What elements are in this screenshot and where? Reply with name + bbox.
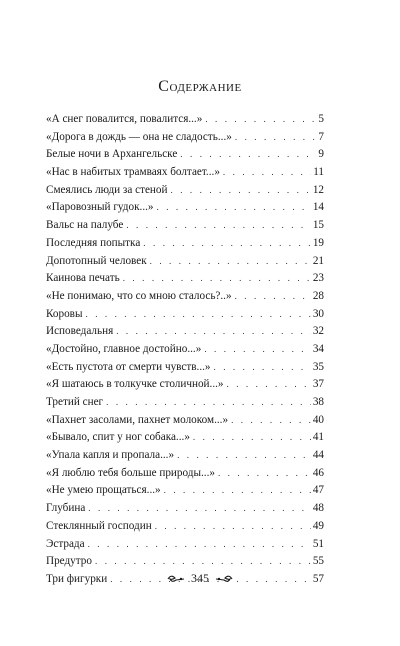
dot-leader xyxy=(116,323,311,341)
toc-entry xyxy=(46,164,324,182)
toc-entry-title: «Пахнет засолами, пахнет молоком...» xyxy=(46,413,229,426)
floral-ornament-icon xyxy=(167,574,185,584)
dot-leader xyxy=(204,341,311,359)
toc-entry-title: «А снег повалится, повалится...» xyxy=(46,113,203,125)
toc-entry-page: 51 xyxy=(312,537,324,550)
toc-entry xyxy=(46,359,324,377)
toc-entry xyxy=(46,482,324,500)
toc-entry xyxy=(46,270,324,288)
toc-entry-page: 28 xyxy=(312,289,324,302)
toc-entry-page: 9 xyxy=(318,148,324,161)
dot-leader xyxy=(106,394,311,412)
dot-leader xyxy=(218,465,311,483)
toc-entry xyxy=(46,182,324,200)
toc-entry-page: 37 xyxy=(312,378,324,391)
toc-entry-page: 14 xyxy=(312,201,324,214)
toc-entry xyxy=(46,429,324,447)
toc-entry-title: «Достойно, главное достойно...» xyxy=(46,342,202,355)
dot-leader xyxy=(123,270,311,288)
dot-leader xyxy=(193,429,311,447)
toc-entry-page: 12 xyxy=(312,183,324,196)
toc-entry xyxy=(46,500,324,518)
toc-entry-page: 38 xyxy=(312,396,324,408)
toc-entry-page: 11 xyxy=(313,166,324,179)
toc-entry-title: Последняя попытка xyxy=(46,236,141,249)
toc-entry-title: «Паровозный гудок...» xyxy=(46,201,154,214)
toc-entry xyxy=(46,412,324,430)
toc-entry-page: 47 xyxy=(312,484,324,497)
toc-entry-title: Глубина xyxy=(46,502,86,515)
page-footer xyxy=(0,571,400,586)
floral-ornament-icon xyxy=(215,574,233,584)
toc-entry-title: Исповедальня xyxy=(46,325,114,338)
toc-entry xyxy=(46,253,324,271)
toc-entry-page: 32 xyxy=(312,325,324,338)
toc-entry-title: Три фигурки xyxy=(46,572,108,585)
toc-entry-title: «Я шатаюсь в толкучке столичной...» xyxy=(46,378,224,391)
dot-leader xyxy=(235,129,317,147)
toc-entry xyxy=(46,536,324,554)
toc-entry-title: Третий снег xyxy=(46,396,104,408)
dot-leader xyxy=(223,164,311,182)
toc-entry-title: «Бывало, спит у ног собака...» xyxy=(46,431,190,444)
toc-entry-page: 7 xyxy=(318,130,324,143)
toc-entry xyxy=(46,288,324,306)
dot-leader xyxy=(214,359,311,377)
dot-leader xyxy=(126,217,310,235)
toc-entry xyxy=(46,394,324,412)
toc-entry xyxy=(46,306,324,324)
toc-entry-page: 15 xyxy=(312,219,324,232)
dot-leader xyxy=(227,376,311,394)
dot-leader xyxy=(205,111,316,129)
toc-entry-title: Коровы xyxy=(46,307,83,320)
toc-entry-title: «Нас в набитых трамваях болтает...» xyxy=(46,166,220,179)
toc-entry-page: 40 xyxy=(312,413,324,426)
toc-entry xyxy=(46,217,324,235)
page-title: Содержание xyxy=(158,78,242,95)
toc-entry-title: «Не умею прощаться...» xyxy=(46,484,161,497)
toc-entry xyxy=(46,341,324,359)
toc-entry-title: Стеклянный господин xyxy=(46,519,152,532)
toc-entry-title: Смеялись люди за стеной xyxy=(46,183,168,196)
dot-leader xyxy=(155,518,311,536)
dot-leader xyxy=(88,500,311,518)
dot-leader xyxy=(180,146,316,164)
toc-entry-page: 44 xyxy=(312,449,324,462)
toc-entry-page: 57 xyxy=(312,572,324,585)
dot-leader xyxy=(164,482,311,500)
toc-entry-title: Предутро xyxy=(46,555,92,568)
toc-entry-page: 55 xyxy=(312,555,324,568)
dot-leader xyxy=(157,199,311,217)
toc-entry-title: Допотопный человек xyxy=(46,254,147,267)
toc-entry-title: Белые ночи в Архангельске xyxy=(46,148,178,161)
dot-leader xyxy=(86,306,311,324)
toc-entry xyxy=(46,323,324,341)
toc-entry-title: «Упала капля и пропала...» xyxy=(46,449,175,462)
toc-entry xyxy=(46,518,324,536)
toc-entry-title: «Я люблю тебя больше природы...» xyxy=(46,466,215,479)
toc-entry xyxy=(46,146,324,164)
toc-entry-page: 46 xyxy=(312,466,324,479)
table-of-contents xyxy=(46,111,324,589)
toc-entry-title: Вальс на палубе xyxy=(46,219,124,232)
toc-entry xyxy=(46,553,324,571)
dot-leader xyxy=(235,288,311,306)
toc-entry-title: «Есть пустота от смерти чувств...» xyxy=(46,360,211,373)
toc-entry-page: 30 xyxy=(312,307,324,320)
dot-leader xyxy=(88,536,311,554)
toc-entry xyxy=(46,235,324,253)
toc-entry-page: 19 xyxy=(312,236,324,249)
toc-entry-title: Каинова печать xyxy=(46,272,120,285)
toc-entry xyxy=(46,465,324,483)
toc-entry-page: 34 xyxy=(312,342,324,355)
toc-entry-page: 23 xyxy=(312,272,324,285)
toc-entry-title: «Дорога в дождь — она не сладость...» xyxy=(46,130,232,143)
toc-entry xyxy=(46,447,324,465)
toc-entry-page: 41 xyxy=(312,431,324,444)
dot-leader xyxy=(143,235,311,253)
toc-entry-title: Эстрада xyxy=(46,537,85,550)
toc-entry-page: 49 xyxy=(312,519,324,532)
dot-leader xyxy=(231,412,311,430)
page-number: 345 xyxy=(191,571,209,585)
toc-entry xyxy=(46,111,324,129)
toc-entry-page: 21 xyxy=(312,254,324,267)
dot-leader xyxy=(150,253,311,271)
toc-entry-title: «Не понимаю, что со мною сталось?..» xyxy=(46,289,232,302)
dot-leader xyxy=(177,447,311,465)
toc-entry-page: 35 xyxy=(312,360,324,373)
toc-entry xyxy=(46,376,324,394)
toc-entry-page: 5 xyxy=(318,113,324,125)
toc-entry xyxy=(46,199,324,217)
dot-leader xyxy=(171,182,311,200)
toc-entry-page: 48 xyxy=(312,502,324,515)
dot-leader xyxy=(95,553,311,571)
toc-entry xyxy=(46,129,324,147)
